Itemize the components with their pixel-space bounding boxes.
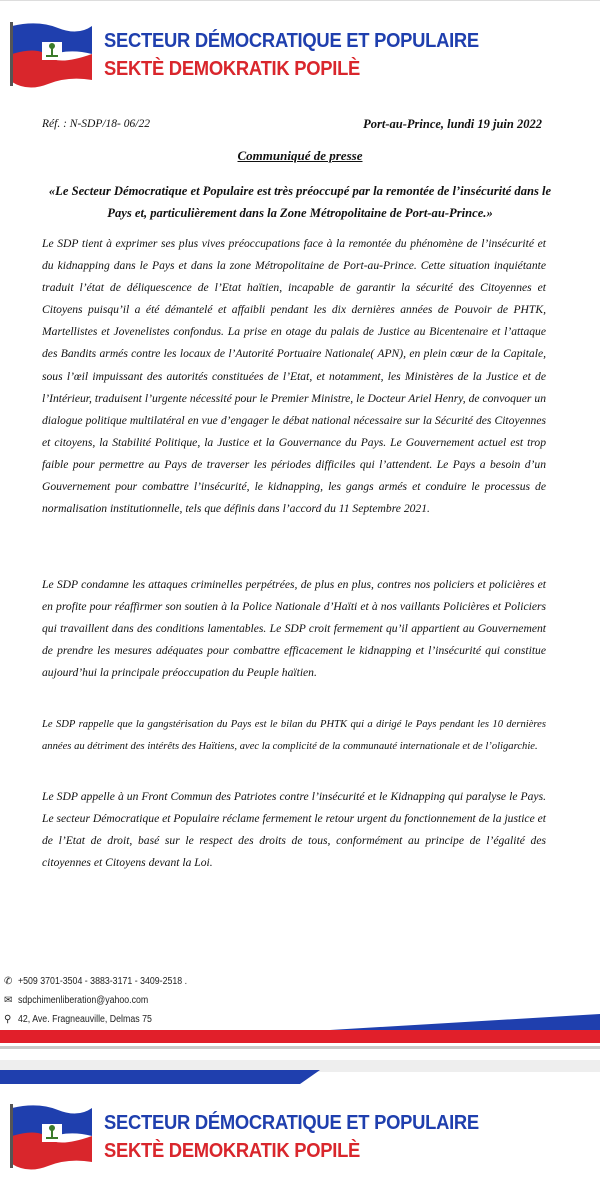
org-name-creole: SEKTÈ DEMOKRATIK POPILÈ [104,58,361,80]
org-name-french: SECTEUR DÉMOCRATIQUE ET POPULAIRE [104,30,479,52]
phone-numbers: +509 3701-3504 - 3883-3171 - 3409-2518 . [18,976,188,987]
paragraph: Le SDP condamne les attaques criminelles perpétrées, de plus en plus, contres nos policiers et policières et en profite pour réaffirmer son soutien à la Police Nationale d’Haïti et à nos vaillants Policières et Policiers qui travaillent dans des conditions lamentables. Le SDP croit fermement qu’il appartient au Gouvernement de prendre les mesures adéquates pour combattre efficacement le kidnapping et l’insécurité qui constitue aujourd’hui la principale préoccupation du Peuple haïtien. [42,578,546,680]
date-line: Port-au-Prince, lundi 19 juin 2022 [363,117,542,131]
top-border [0,0,600,1]
org-name-french: SECTEUR DÉMOCRATIQUE ET POPULAIRE [104,1112,479,1134]
contact-phone [4,972,210,991]
document-title: Communiqué de presse [237,148,363,163]
headline: «Le Secteur Démocratique et Populaire est très préoccupé par la remontée de l’insécurité dans le Pays et, particulièrement dans la Zone Métropolitaine de Port-au-Prince.» [48,184,552,220]
haiti-flag-logo [8,18,94,88]
footer-stripes [0,1010,600,1090]
letterhead-bottom [0,1090,600,1180]
street-address: 42, Ave. Fragneauville, Delmas 75 [18,1014,152,1025]
haiti-flag-logo [8,1100,94,1170]
paragraph: Le SDP tient à exprimer ses plus vives préoccupations face à la remontée du phénomène de l’insécurité et du kidnapping dans le Pays et dans la zone Métropolitaine de Port-au-Prince. Cette situation inquiétante traduit l’état de déliquescence de l’Etat haïtien, incapable de garantir la sécurité des Citoyennes et Citoyens puisqu’il a été démantelé et affaibli pendant les dix dernières années de Pouvoir de PHTK, Martellistes et Jovenelistes confondus. La prise en otage du palais de Justice au Bicentenaire et l’attaque des Bandits armés contre les locaux de l’Autorité Portuaire Nationale( APN), en plein cœur de la Capitale, sous l’œil impuissant des autorités constituées de l’Etat, et notamment, les Ministères de la Justice et de l’Intérieur, traduisent l’urgente nécessité pour le Premier Ministre, le Docteur Ariel Henry, de convoquer un dialogue politique multilatéral en vue d’engager le débat national nécessaire sur la Sécurité des Citoyennes et citoyens, la Stabilité Politique, la Justice et la Gouvernance du Pays. Le Gouvernement actuel est trop faible pour permettre au Pays de traverser les périodes difficiles qui l’attendent. Le Pays a besoin d’un Gouvernement pour combattre l’insécurité, le kidnapping, les gangs armés et conduire le processus de normalisation institutionnelle, tels que définis dans l’accord du 11 Septembre 2021. [42,237,546,516]
org-name-creole: SEKTÈ DEMOKRATIK POPILÈ [104,1140,361,1162]
letterhead-top [0,8,600,98]
contact-email [4,991,210,1010]
reference-number: Réf. : N-SDP/18- 06/22 [42,118,150,130]
email-address: sdpchimenliberation@yahoo.com [18,995,149,1006]
paragraph: Le SDP appelle à un Front Commun des Patriotes contre l’insécurité et le Kidnapping qui paralyse le Pays. Le secteur Démocratique et Populaire réclame fermement le retour urgent du fonctionnement de la justice et de l’Etat de droit, basé sur le respect des droits de tous, conformément au principe de l’égalité des citoyennes et Citoyens devant la Loi. [42,790,546,870]
paragraph: Le SDP rappelle que la gangstérisation du Pays est le bilan du PHTK qui a dirigé le Pays pendant les 10 dernières années au détriment des intérêts des Haïtiens, avec la complicité de la communauté internationale et de l’oligarchie. [42,719,546,752]
location-pin-icon: ⚲ [4,1014,12,1025]
email-icon: ✉ [4,995,13,1006]
phone-icon: ✆ [4,976,13,987]
